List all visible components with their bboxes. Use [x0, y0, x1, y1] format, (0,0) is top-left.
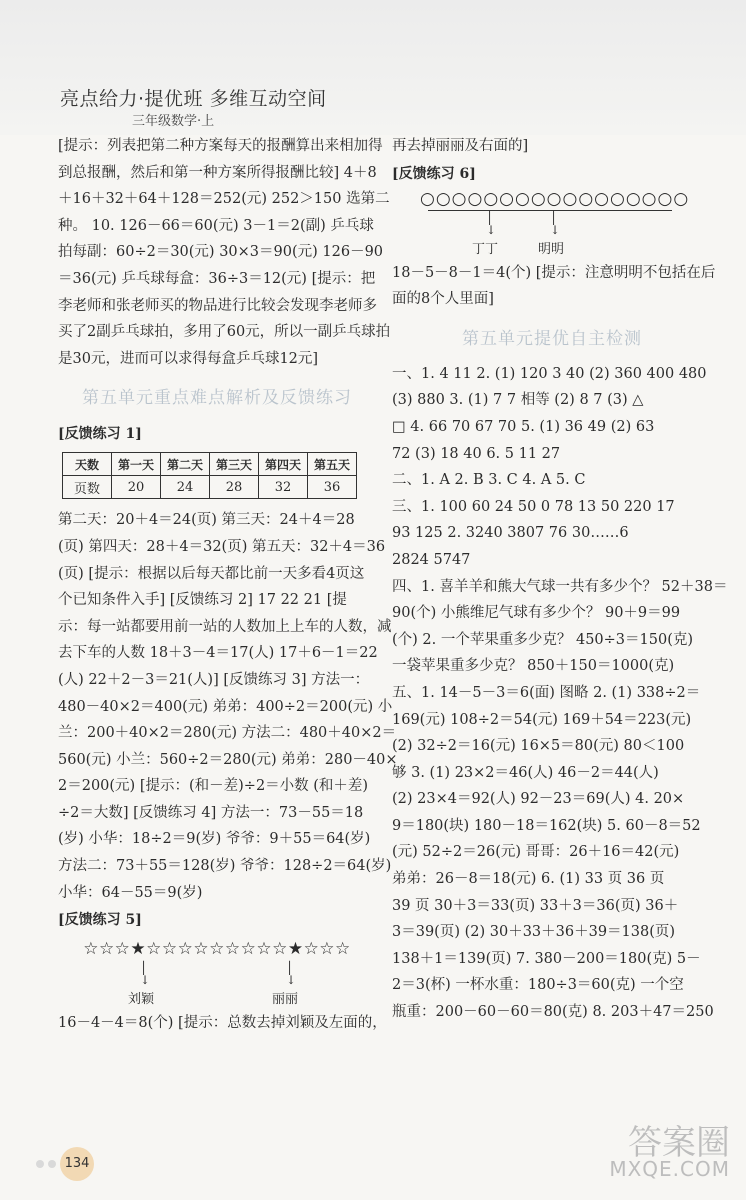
text-line: 3＝39(页) (2) 30＋33＋36＋39＝138(页): [392, 924, 676, 941]
text-line: 买了2副乒乓球拍，多用了60元，所以一副乒乓球拍: [58, 324, 391, 341]
text-line: 二、1. A 2. B 3. C 4. A 5. C: [392, 472, 586, 489]
decor-dot: [36, 1160, 44, 1168]
table-cell: 28: [210, 476, 259, 499]
text-line: 弟弟：26－8＝18(元) 6. (1) 33 页 36 页: [392, 871, 665, 888]
page-header-band: [0, 0, 746, 135]
text-line: 五、1. 14－5－3＝6(面) 图略 2. (1) 338÷2＝: [392, 684, 701, 701]
text-line: 再去掉丽丽及右面的]: [392, 138, 529, 154]
table-cell: 天数: [63, 453, 112, 476]
table-cell: 第一天: [112, 453, 161, 476]
left-column: [58, 133, 398, 1037]
text-line: 够 3. (1) 23×2＝46(人) 46－2＝44(人): [392, 764, 659, 781]
down-arrow-icon: │ ↓: [486, 210, 497, 237]
text-line: 小华：64－55＝9(岁): [58, 884, 203, 901]
book-brand-title: 亮点给力·提优班 多维互动空间: [60, 88, 327, 110]
feedback-label-5: [反馈练习 5]: [58, 912, 142, 929]
text-line: 到总报酬，然后和第一种方案所得报酬比较] 4＋8: [58, 164, 377, 181]
down-arrow-icon: │ ↓: [140, 961, 151, 988]
text-line: 169(元) 108÷2＝54(元) 169＋54＝223(元): [392, 711, 692, 728]
table-cell: 24: [161, 476, 210, 499]
decor-dot: [48, 1160, 56, 1168]
circle-row-diagram: ○○○○○○○○○○○○○○○○○: [420, 188, 690, 209]
text-line: 18－5－8－1＝4(个) [提示：注意明明不包括在后: [392, 264, 716, 281]
text-line: (3) 880 3. (1) 7 7 相等 (2) 8 7 (3) △: [392, 392, 644, 409]
text-line: 138＋1＝139(页) 7. 380－200＝180(克) 5－: [392, 950, 701, 967]
star-name-label: 刘颖: [128, 992, 155, 1008]
page-number: 134: [60, 1147, 94, 1181]
text-line: 一袋苹果重多少克？ 850＋150＝1000(克): [392, 658, 675, 675]
text-line: 480－40×2＝400(元) 弟弟：400÷2＝200(元) 小: [58, 698, 393, 715]
text-line: 2＝3(杯) 一杯水重：180÷3＝60(克) 一个空: [392, 977, 684, 994]
star-name-label: 丽丽: [272, 992, 299, 1008]
table-cell: 第四天: [259, 453, 308, 476]
text-line: 示：每一站都要用前一站的人数加上上车的人数，减: [58, 618, 392, 635]
right-test-block: [392, 361, 728, 1026]
section-title-test: 第五单元提优自主检测: [462, 328, 642, 349]
table-cell: 页数: [63, 476, 112, 499]
text-line: □ 4. 66 70 67 70 5. (1) 36 49 (2) 63: [392, 418, 655, 435]
circle-pointer-diagram: [392, 210, 712, 260]
text-line: ＋16＋32＋64＋128＝252(元) 252＞150 选第二: [58, 191, 390, 208]
text-line: (元) 52÷2＝26(元) 哥哥：26＋16＝42(元): [392, 844, 680, 861]
text-line: 种。 10. 126－66＝60(元) 3－1＝2(副) 乒乓球: [58, 217, 374, 234]
pages-table: [62, 452, 357, 499]
text-line: 李老师和张老师买的物品进行比较会发现李老师多: [58, 297, 377, 314]
circle-name-label: 丁丁: [472, 241, 499, 257]
table-cell: 36: [308, 476, 357, 499]
text-line: (2) 32÷2＝16(元) 16×5＝80(元) 80＜100: [392, 738, 685, 755]
table-header-row: [63, 453, 357, 476]
text-line: 93 125 2. 3240 3807 76 30……6: [392, 525, 629, 542]
text-line: 兰：200＋40×2＝280(元) 方法二：480＋40×2＝: [58, 725, 397, 742]
text-line: 拍每副：60÷2＝30(元) 30×3＝90(元) 126－90: [58, 244, 384, 261]
table-cell: 32: [259, 476, 308, 499]
book-subtitle: 三年级数学·上: [132, 114, 215, 129]
text-line: 是30元，进而可以求得每盒乒乓球12元]: [58, 350, 319, 367]
text-line: (2) 23×4＝92(人) 92－23＝69(人) 4. 20×: [392, 791, 685, 808]
down-arrow-icon: │ ↓: [286, 961, 297, 988]
table-row: [63, 476, 357, 499]
text-line: 39 页 30＋3＝33(页) 33＋3＝36(页) 36＋: [392, 897, 679, 914]
text-line: 一、1. 4 11 2. (1) 120 3 40 (2) 360 400 480: [392, 365, 707, 382]
feedback-label-6: [反馈练习 6]: [392, 165, 476, 182]
table-cell: 第三天: [210, 453, 259, 476]
text-line: ÷2＝大数] [反馈练习 4] 方法一：73－55＝18: [58, 804, 364, 821]
text-line: 9＝180(块) 180－18＝162(块) 5. 60－8＝52: [392, 817, 701, 834]
text-line: 去下车的人数 18＋3－4＝17(人) 17＋6－1＝22: [58, 645, 378, 662]
left-top-block: [58, 133, 391, 372]
text-line: 90(个) 小熊维尼气球有多少个？ 90＋9＝99: [392, 605, 681, 622]
watermark-logo-text: 答案圈: [628, 1123, 730, 1163]
text-line: ＝36(元) 乒乓球每盒：36÷3＝12(元) [提示：把: [58, 270, 376, 287]
text-line: (个) 2. 一个苹果重多少克？ 450÷3＝150(克): [392, 631, 694, 648]
text-line: 560(元) 小兰：560÷2＝280(元) 弟弟：280－40×: [58, 751, 398, 768]
left-mid-block: [58, 507, 398, 906]
text-line: 2824 5747: [392, 551, 471, 568]
section-title-analysis: 第五单元重点难点解析及反馈练习: [82, 388, 352, 409]
text-line: [提示：列表把第二种方案每天的报酬算出来相加得: [58, 138, 383, 154]
text-line: (岁) 小华：18÷2＝9(岁) 爷爷：9＋55＝64(岁): [58, 831, 371, 848]
text-line: 瓶重：200－60－60＝80(克) 8. 203＋47＝250: [392, 1004, 714, 1021]
watermark-url: MXQE.COM: [609, 1157, 730, 1181]
star-row-diagram: ☆☆☆★☆☆☆☆☆☆☆☆☆★☆☆☆: [83, 939, 351, 960]
text-line: 面的8个人里面]: [392, 291, 494, 308]
text-line: 个已知条件入手] [反馈练习 2] 17 22 21 [提: [58, 592, 347, 609]
text-line: (页) 第四天：28＋4＝32(页) 第五天：32＋4＝36: [58, 538, 386, 555]
text-line: 第二天：20＋4＝24(页) 第三天：24＋4＝28: [58, 512, 355, 529]
down-arrow-icon: │ ↓: [550, 210, 561, 237]
text-line: 三、1. 100 60 24 50 0 78 13 50 220 17: [392, 498, 675, 515]
right-column: [392, 133, 728, 1026]
table-cell: 20: [112, 476, 161, 499]
text-line: 方法二：73＋55＝128(岁) 爷爷：128÷2＝64(岁): [58, 858, 392, 875]
site-watermark: [609, 1123, 730, 1182]
text-line: 2＝200(元) [提示：(和－差)÷2＝小数 (和＋差): [58, 778, 369, 795]
right-calc-block: [392, 260, 716, 313]
star-pointer-diagram: [58, 960, 376, 1010]
table-cell: 第五天: [308, 453, 357, 476]
feedback-label-1: [反馈练习 1]: [58, 426, 142, 443]
text-line: 四、1. 喜羊羊和熊大气球一共有多少个？ 52＋38＝: [392, 578, 728, 595]
circle-name-label: 明明: [538, 241, 565, 257]
text-line: (人) 22＋2－3＝21(人)] [反馈练习 3] 方法一：: [58, 671, 370, 688]
text-line: 16－4－4＝8(个) [提示：总数去掉刘颖及左面的，: [58, 1015, 387, 1032]
text-line: 72 (3) 18 40 6. 5 11 27: [392, 445, 561, 462]
table-cell: 第二天: [161, 453, 210, 476]
page-decoration-dots: [36, 1158, 60, 1170]
text-line: (页) [提示：根据以后每天都比前一天多看4页这: [58, 565, 365, 582]
